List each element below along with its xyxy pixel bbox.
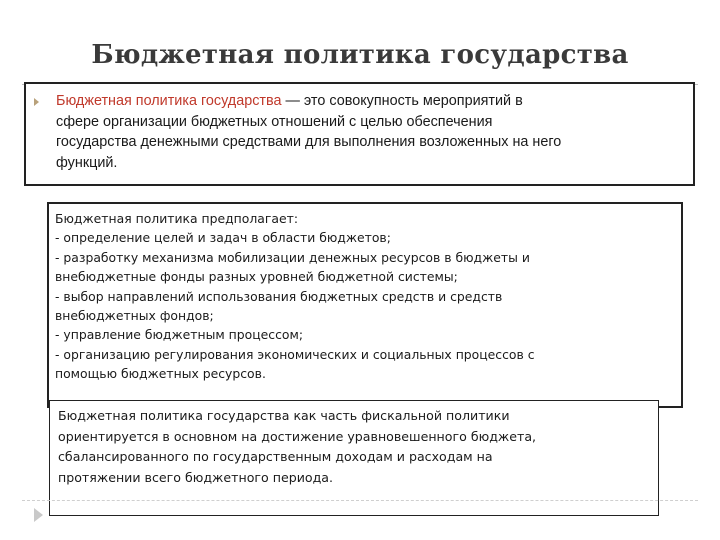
definition-line-2: сфере организации бюджетных отношений с целью обеспечения [56,113,493,130]
footer-divider [22,500,698,501]
fiscal-line: сбалансированного по государственным доходам и расходам на [58,449,493,464]
fiscal-line: ориентируется в основном на достижение уравновешенного бюджета, [58,428,537,444]
assumes-heading: Бюджетная политика предполагает: [55,211,298,226]
assumes-line: - выбор направлений использования бюджетных средств и средств [55,288,503,304]
definition-line-4: функций. [56,154,118,171]
definition-line-3: государства денежными средствами для выполнения возложенных на него [56,134,562,150]
fiscal-line: Бюджетная политика государства как часть фискальной политики [58,408,510,423]
assumes-line: внебюджетные фонды разных уровней бюджетной системы; [55,269,458,285]
fiscal-line: протяжении всего бюджетного периода. [58,469,334,485]
assumes-text [55,209,675,384]
fiscal-policy-text [58,406,648,488]
assumes-box [47,202,683,408]
assumes-line: помощью бюджетных ресурсов. [55,366,266,382]
definition-text [56,91,688,173]
assumes-line: - организацию регулирования экономических и социальных процессов с [55,346,535,362]
slide-title: Бюджетная политика государства [91,40,629,70]
assumes-line: - определение целей и задач в области бюджетов; [55,230,391,246]
assumes-line: - разработку механизма мобилизации денежных ресурсов в бюджеты и [55,249,530,265]
footer-arrow-icon [34,508,43,522]
definition-term: Бюджетная политика государства [56,93,282,109]
bullet-arrow-icon [34,98,39,106]
definition-box [24,82,695,186]
fiscal-policy-box [49,400,659,516]
assumes-line: - управление бюджетным процессом; [55,327,304,343]
assumes-line: внебюджетных фондов; [55,308,214,324]
definition-line-1: — это совокупность мероприятий в [281,93,523,109]
